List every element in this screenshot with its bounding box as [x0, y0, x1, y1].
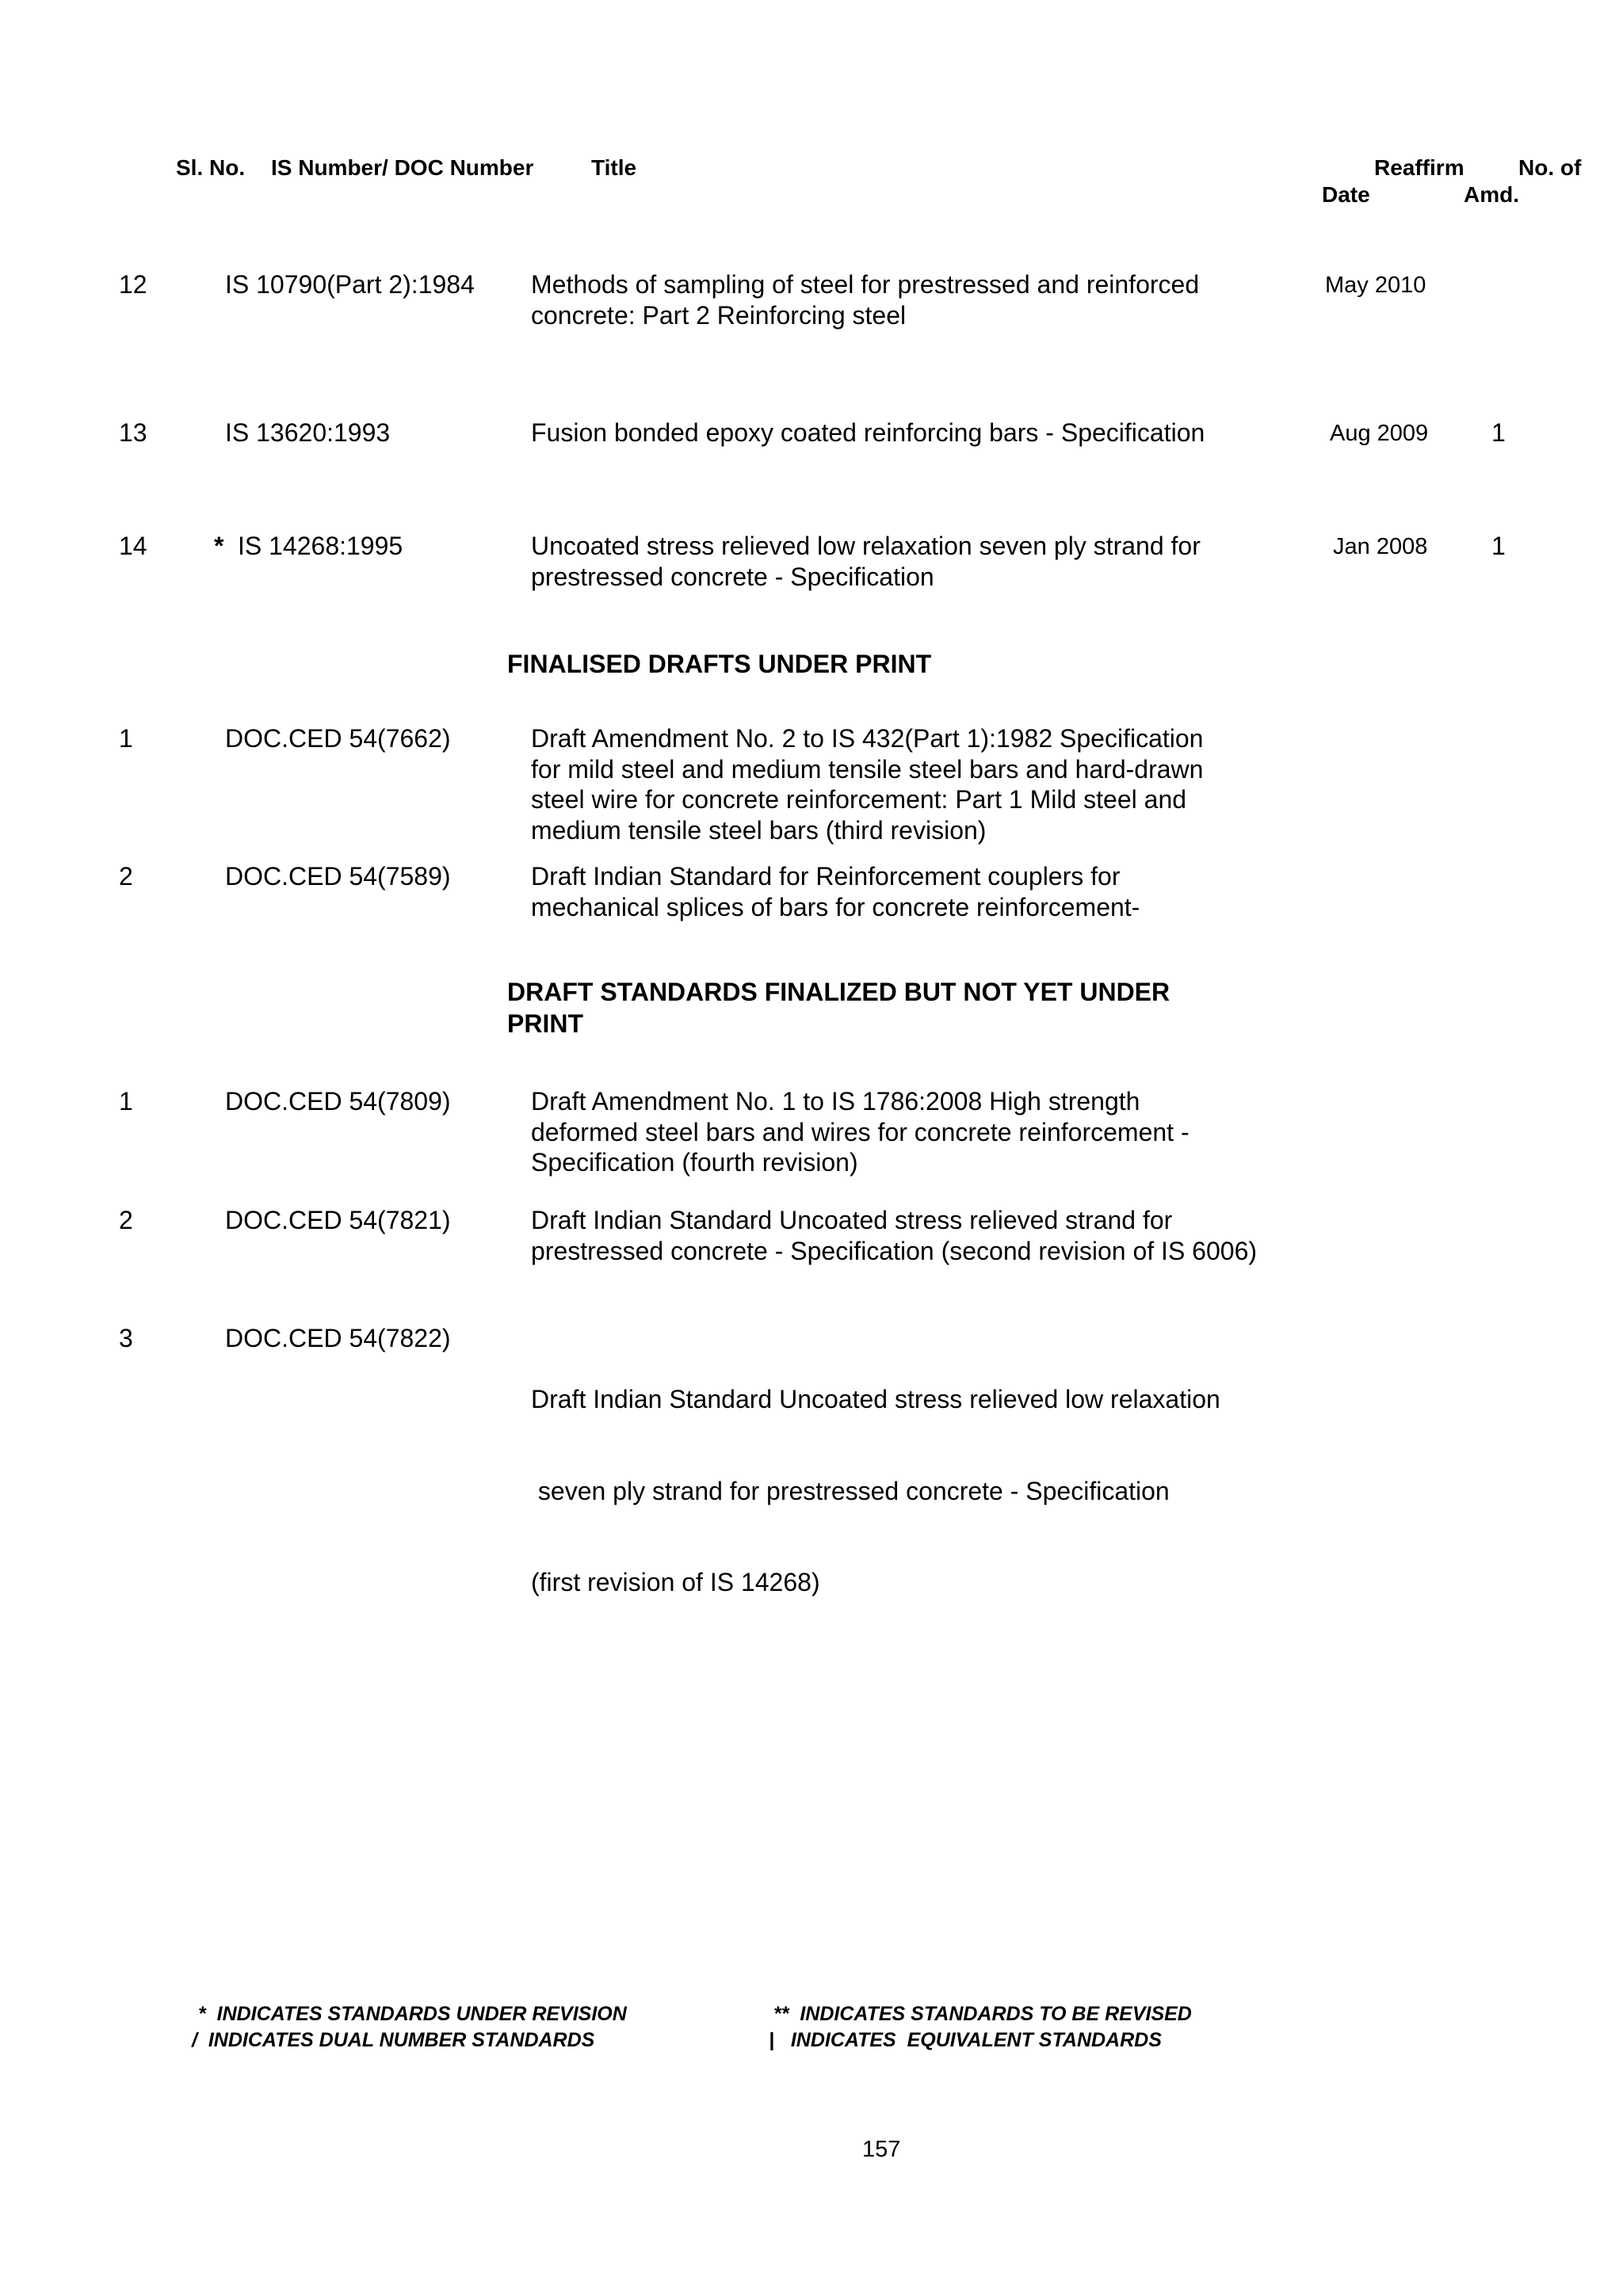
- title-line: concrete: Part 2 Reinforcing steel: [531, 300, 907, 330]
- title-line: Specification (fourth revision): [531, 1148, 858, 1177]
- legend-equivalent: | INDICATES EQUIVALENT STANDARDS: [769, 2029, 1162, 2051]
- legend-to-be-revised: ** INDICATES STANDARDS TO BE REVISED: [773, 2003, 1192, 2025]
- item-sl-no: 2: [119, 862, 133, 891]
- title-line: Draft Amendment No. 1 to IS 1786:2008 High strength: [531, 1087, 1140, 1116]
- title-line: seven ply strand for prestressed concrete - Specification: [531, 1476, 1170, 1505]
- item-title: [531, 723, 1203, 845]
- item-doc-number: DOC.CED 54(7589): [225, 862, 451, 891]
- title-line: Draft Indian Standard Uncoated stress relieved strand for: [531, 1206, 1173, 1234]
- item-sl-no: 3: [119, 1324, 133, 1352]
- row-reaffirm-date: Jan 2008: [1333, 534, 1428, 559]
- title-line: Draft Indian Standard for Reinforcement couplers for: [531, 862, 1121, 891]
- row-reaffirm-date: Aug 2009: [1330, 421, 1429, 446]
- title-line: (first revision of IS 14268): [531, 1568, 820, 1596]
- title-line: prestressed concrete - Specification (second revision of IS 6006): [531, 1236, 1258, 1265]
- row-is-number: IS 10790(Part 2):1984: [225, 270, 475, 299]
- item-doc-number: DOC.CED 54(7821): [225, 1206, 451, 1234]
- section-heading-draft-standards-finalized: [507, 976, 1170, 1039]
- heading-line: PRINT: [507, 1009, 583, 1038]
- row-title: Fusion bonded epoxy coated reinforcing bars - Specification: [531, 418, 1205, 447]
- item-doc-number: DOC.CED 54(7809): [225, 1087, 451, 1116]
- title-line: deformed steel bars and wires for concrete reinforcement -: [531, 1117, 1190, 1146]
- row-sl-no: 12: [119, 270, 147, 299]
- header-amd: Amd.: [1464, 182, 1519, 207]
- title-line: medium tensile steel bars (third revision): [531, 815, 987, 845]
- row-is-number: IS 14268:1995: [238, 532, 403, 560]
- row-sl-no: 14: [119, 532, 147, 560]
- header-sl-no: Sl. No.: [176, 155, 246, 180]
- item-title: [531, 1086, 1190, 1178]
- item-sl-no: 2: [119, 1206, 133, 1234]
- title-line: Uncoated stress relieved low relaxation seven ply strand for: [531, 532, 1201, 560]
- header-reaffirm: Reaffirm: [1374, 155, 1465, 180]
- item-sl-no: 1: [119, 724, 133, 753]
- section-heading-finalised-drafts: FINALISED DRAFTS UNDER PRINT: [507, 650, 932, 678]
- title-line: Draft Amendment No. 2 to IS 432(Part 1):1982 Specification: [531, 724, 1204, 753]
- heading-line: DRAFT STANDARDS FINALIZED BUT NOT YET UNDER: [507, 978, 1170, 1006]
- header-no-of: No. of: [1518, 155, 1582, 180]
- row-is-number: IS 13620:1993: [225, 418, 391, 447]
- row-amd-count: 1: [1491, 418, 1506, 447]
- row-title: [531, 531, 1201, 592]
- row-reaffirm-date: May 2010: [1325, 273, 1426, 298]
- under-revision-marker: *: [214, 532, 224, 560]
- item-title: [531, 861, 1140, 922]
- title-line: mechanical splices of bars for concrete reinforcement-: [531, 892, 1140, 921]
- title-line: steel wire for concrete reinforcement: Part 1 Mild steel and: [531, 785, 1187, 814]
- row-amd-count: 1: [1491, 532, 1506, 560]
- item-doc-number: DOC.CED 54(7662): [225, 724, 451, 753]
- header-is-number: IS Number/ DOC Number: [271, 155, 534, 180]
- header-date: Date: [1322, 182, 1370, 207]
- item-sl-no: 1: [119, 1087, 133, 1116]
- legend-dual-number: / INDICATES DUAL NUMBER STANDARDS: [192, 2029, 595, 2051]
- title-line: Draft Indian Standard Uncoated stress relieved low relaxation: [531, 1385, 1220, 1413]
- title-line: prestressed concrete - Specification: [531, 562, 934, 591]
- item-title: [531, 1323, 1220, 1659]
- title-line: for mild steel and medium tensile steel bars and hard-drawn: [531, 754, 1204, 784]
- item-doc-number: DOC.CED 54(7822): [225, 1324, 451, 1352]
- item-title: [531, 1205, 1257, 1266]
- legend-under-revision: * INDICATES STANDARDS UNDER REVISION: [198, 2003, 627, 2025]
- header-title: Title: [591, 155, 637, 180]
- row-title: [531, 269, 1199, 330]
- page-number: 157: [862, 2137, 901, 2162]
- title-line: Methods of sampling of steel for prestressed and reinforced: [531, 270, 1200, 299]
- row-sl-no: 13: [119, 418, 147, 447]
